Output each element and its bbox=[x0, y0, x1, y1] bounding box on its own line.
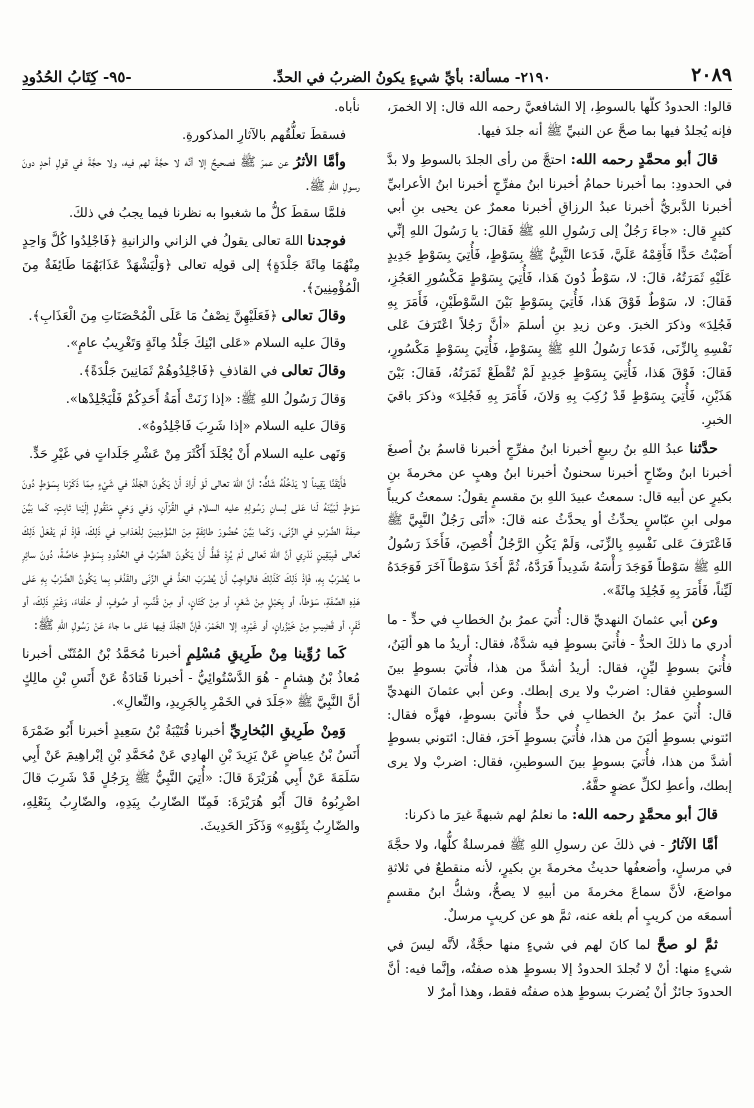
paragraph-text: فَأَيْقَنَّا يَقِيناً لا يَدْخُلُهُ شَكٌّ: أنَّ اللهَ تعالى لَوْ أَرادَ أَنْ يَكُونَ الجَلْدُ في شَيْءٍ مِمّا ذَكَرْنا بِسَوْطٍ دُونَ سَوْطٍ لَبَيَّنَهُ لَنا عَلى لِسانِ رَسُولِهِ عليه السلام في القُرْآنِ، وَفي وَحْيٍ مَنْقُولٍ إلَيْنا ثابِتٍ، كَما بَيَّنَ صِفَةَ الضَّرْبِ في الزِّنَى، وَكَما بَيَّنَ حُضُورَ طائِفَةٍ مِنَ المُؤْمِنِينَ لِلْعَذابِ في ذَلِكَ، فَإذْ لَمْ يَفْعَلْ ذَلِكَ تَعالى فَبِيَقِينٍ نَدْرِي أنَّ اللهَ تَعالى لَمْ يُرِدْ قَطُّ أَنْ يَكُونَ الضَّرْبُ في الحُدُودِ بِسَوْطٍ خاصَّةً، دُونَ سائِرِ ما يُضْرَبُ بِهِ، فَإذْ ذَلِكَ كَذَلِكَ فالواجِبُ أَنْ يُضْرَبَ الحَدُّ في الزِّنَى والقَذْفِ بِما يَكُونُ الضَّرْبُ بِهِ عَلى هَذِهِ الصِّفَةِ، سَوْطاً، أو بِحَبْلٍ مِنْ شَعْرٍ، أو مِنْ كَتّانٍ، أو مِنْ قُنَّبٍ، أو صُوفٍ، أو حَلْفاءَ، وَغَيْرِ ذَلِكَ، أو ثَفَرٍ، أو قَضِيبٍ مِنْ خَيْزُرانٍ، أو غَيْرِهِ، إلا الخَمْرَ، فَإنَّ الجَلْدَ فِيها عَلى ما جاءَ عَنْ رَسُولِ اللهِ ﷺ: bbox=[22, 476, 360, 633]
paragraph-lead: وعن bbox=[691, 612, 718, 629]
paragraph-text: اللهَ تعالى يقولُ في الزاني والزانيةِ ﴿فَاجْلِدُوا كُلَّ وَاحِدٍ مِنْهُمَا مِائَةَ جَلْدَةٍ﴾ إلى قولِه تعالى ﴿وَلْيَشْهَدْ عَذَابَهُمَا طَائِفَةٌ مِنَ الْمُؤْمِنِينَ﴾. bbox=[22, 233, 360, 297]
paragraph-text: نأباه. bbox=[334, 100, 360, 115]
paragraph-text: أبي عثمانَ النهديِّ قال: أُتيَ عمرُ بنُ الخطابِ في حدٍّ - ما أدري ما ذلكَ الحدُّ - فأُتيَ بسوطٍ فيه شدَّةٌ، فقال: أريدُ ما هو أليَنُ، فأُتيَ بسوطٍ ليِّنٍ، فقال: أريدُ أشدَّ من هذا، فأُتيَ بسوطٍ بينَ السوطينِ فقال: اضربْ ولا يرى إبطك. وعن أبي عثمانَ النهديِّ قال: أُتيَ عمرُ بنُ الخطابِ في حدٍّ فأُتيَ بسوطٍ، فهزَّه فقال: ائتوني بسوطٍ أليَنَ من هذا، فأُتيَ بسوطٍ آخرَ، فقال: ائتوني بسوطٍ أشدَّ من هذا، فأُتيَ بسوطٍ بينَ السوطينِ، فقال: اضربْ ولا يرى إبطك، وأعطِ لكلِّ عضوٍ حقَّهُ. bbox=[387, 613, 732, 794]
paragraph bbox=[22, 305, 360, 329]
paragraph-lead: أمَّا الآثارُ bbox=[669, 836, 718, 853]
book-title: -٩٥- كِتَابُ الحُدُودِ bbox=[22, 68, 132, 86]
paragraph bbox=[387, 804, 732, 828]
paragraph-text: لما كانَ لهم في شيءٍ منها حجَّةٌ، لأنَّه ليسَ في شيءٍ منها: أنْ لا تُجلدَ الحدودُ إلا بسوطٍ هذه صفتُه، وإنَّما فيه: أنَّ الحدودَ جائزٌ أنْ يُضربَ بسوطٍ هذه صفتُه فقط، وهذا أمرٌ لا bbox=[387, 938, 732, 1001]
paragraph bbox=[387, 609, 732, 798]
paragraph-text: فلمَّا سقطَ كلُّ ما شغبوا به نظرنا فيما يجبُ في ذلكَ. bbox=[68, 206, 346, 222]
paragraph-lead: كَما رُوِّينا مِنْ طَرِيقِ مُسْلِمٍ bbox=[186, 646, 346, 663]
paragraph-text: عن عمرَ ﷺ فصحيحٌ إلا أنَّه لا حجَّةَ لهم فيه، ولا حجَّةَ في قولِ أحدٍ دونَ رسولِ اللهِ ﷺ. bbox=[22, 155, 360, 194]
paragraph bbox=[387, 96, 732, 143]
paragraph bbox=[22, 230, 360, 301]
paragraph bbox=[22, 151, 360, 198]
paragraph bbox=[22, 443, 360, 467]
right-column bbox=[387, 96, 732, 1098]
paragraph bbox=[22, 96, 360, 120]
paragraph bbox=[387, 149, 732, 432]
paragraph-lead: وقالَ تعالى bbox=[281, 362, 346, 379]
paragraph-lead: ثمَّ لو صحَّ bbox=[657, 937, 718, 954]
left-column bbox=[22, 96, 360, 1098]
paragraph-lead: قالَ أبو محمَّدٍ رحمه الله: bbox=[571, 807, 718, 824]
paragraph bbox=[22, 472, 360, 637]
paragraph bbox=[387, 834, 732, 928]
paragraph bbox=[387, 934, 732, 1005]
paragraph bbox=[22, 415, 360, 439]
paragraph-text: فسقطَ تعلُّقُهم بالآثارِ المذكورةِ. bbox=[181, 127, 346, 143]
paragraph-text: - في ذلكَ عن رسولِ اللهِ ﷺ فمرسلةٌ كلُّها، ولا حجَّةَ في مرسلٍ، وأضعفُها حديثُ مخرمةَ بنِ بكيرٍ، لأنه منقطعٌ في ثلاثةِ مواضعَ، لأنَّ سماعَ مخرمةَ من أبيهِ لا يصحُّ، وشكُّ ابنُ مقسمٍ أسمعَه من كريبٍ أم بلغه عنه، ثمَّ هو عن كريبٍ مرسلٌ. bbox=[387, 837, 732, 924]
paragraph-text: وقالَ عليه السلام «عَلى ابْنِكَ جَلْدُ مِائَةٍ وَتَغْرِيبُ عامٍ». bbox=[66, 336, 346, 352]
paragraph-text: قالوا: الحدودُ كلُّها بالسوطِ، إلا الشافعيَّ رحمه الله قال: إلا الخمرَ، فإنه يُجلدُ فيها بما صحَّ عن النبيِّ ﷺ أنه جلدَ فيها. bbox=[387, 100, 732, 139]
paragraph-text: وَقالَ رَسُولُ اللهِ ﷺ: «إذا زَنَتْ أَمَةُ أَحَدِكُمْ فَلْيَجْلِدْها». bbox=[65, 391, 346, 407]
paragraph-text: عبدُ اللهِ بنُ ربيعٍ أخبرنا ابنُ مفرِّجٍ أخبرنا قاسمُ بنُ أصبغَ أخبرنا ابنُ وضّاحٍ أخبرنا سحنونٌ أخبرنا ابنُ وهبٍ عن مخرمةَ بنِ بكيرٍ عن أبيه قال: سمعتُ عبيدَ اللهِ بنَ مقسمٍ يقولُ: سمعتُ كريباً مولى ابنِ عبّاسٍ يحدِّثُ أو يحدَّثُ عنه قالَ: «أتَى رَجُلٌ النَّبِيَّ ﷺ فَاعْتَرَفَ عَلى نَفْسِهِ بِالزِّنَى، وَلَمْ يَكُنِ الرَّجُلُ أُحْصِنَ، فَأَخَذَ رَسُولُ اللهِ ﷺ سَوْطاً فَوَجَدَ رَأْسَهُ شَدِيداً فَرَدَّهُ، ثُمَّ أَخَذَ سَوْطاً آخَرَ فَوَجَدَهُ لَيِّناً، فَأَمَرَ بِهِ فَجُلِدَ مِائَةً». bbox=[387, 442, 732, 599]
paragraph bbox=[22, 202, 360, 226]
paragraph bbox=[22, 720, 360, 838]
paragraph-lead: حدَّثنا bbox=[689, 441, 718, 458]
paragraph bbox=[22, 643, 360, 714]
paragraph-lead: وقالَ تعالى bbox=[281, 307, 346, 324]
paragraph bbox=[22, 332, 360, 356]
paragraph bbox=[22, 124, 360, 148]
paragraph-lead: وأمَّا الأثرُ bbox=[293, 154, 346, 171]
paragraph-text: احتجَّ من رأى الجلدَ بالسوطِ ولا بدَّ في الحدودِ: بما أخبرنا حمامُ أخبرنا ابنُ مفرِّجٍ أخبرنا ابنُ الأعرابيِّ أخبرنا الدَّبريُّ أخبرنا عبدُ الرزاقِ أخبرنا معمرٌ عن يحيى بنِ أبي كثيرٍ قال: «جاءَ رَجُلٌ إلى رَسُولِ اللهِ ﷺ فَقالَ: يا رَسُولَ اللهِ إنِّي أَصَبْتُ حَدًّا فَأَقِمْهُ عَلَيَّ، فَدَعا النَّبِيُّ ﷺ بِسَوْطٍ، فَأُتِيَ بِسَوْطٍ جَدِيدٍ عَلَيْهِ ثَمَرَتُهُ، قالَ: لا، سَوْطٌ دُونَ هَذا، فَأُتِيَ بِسَوْطٍ مَكْسُورِ العَجُزِ، فَقالَ: لا، سَوْطٌ فَوْقَ هَذا، فَأُتِيَ بِسَوْطٍ بَيْنَ السَّوْطَيْنِ، فَأَمَرَ بِهِ فَجُلِدَ» وذكرَ الخبرَ. وعن زيدِ بنِ أسلمَ «أنَّ رَجُلاً اعْتَرَفَ عَلى نَفْسِهِ بِالزِّنَى، فَدَعا رَسُولُ اللهِ ﷺ بِسَوْطٍ، فَأُتِيَ بِسَوْطٍ مَكْسُورٍ، فَقالَ: فَوْقَ هَذا، فَأُتِيَ بِسَوْطٍ جَدِيدٍ لَمْ تُقْطَعْ ثَمَرَتُهُ، فَقالَ: بَيْنَ هَذَيْنِ، فَأُتِيَ بِسَوْطٍ قَدْ رُكِبَ بِهِ وَلانَ، فَأَمَرَ بِهِ فَجُلِدَ» وذكرَ باقيَ الخبرِ. bbox=[387, 153, 732, 428]
paragraph-text: ما نعلمُ لهم شبهةً غيرَ ما ذكرنا: bbox=[404, 808, 568, 824]
paragraph bbox=[387, 438, 732, 603]
paragraph-lead: فوجدنا bbox=[307, 232, 346, 249]
paragraph-text: أخبرنا قُتَيْبَةُ بْنُ سَعِيدٍ أخبرنا أَبُو ضَمْرَةَ أَنَسُ بْنُ عِياضٍ عَنْ يَزِيدَ بْنِ الهادِي عَنْ مُحَمَّدِ بْنِ إبْراهِيمَ عَنْ أَبِي سَلَمَةَ عَنْ أَبِي هُرَيْرَةَ قالَ: «أُتِيَ النَّبِيُّ ﷺ بِرَجُلٍ قَدْ شَرِبَ قالَ اضْرِبُوهُ قالَ أَبُو هُرَيْرَةَ: فَمِنّا الضّارِبُ بِيَدِهِ، والضّارِبُ بِنَعْلِهِ، والضّارِبُ بِثَوْبِهِ» وَذَكَرَ الحَدِيثَ. bbox=[22, 724, 360, 834]
page-number: ٢٠٨٩ bbox=[691, 64, 732, 86]
paragraph bbox=[22, 388, 360, 412]
paragraph-lead: قالَ أبو محمَّدٍ رحمه الله: bbox=[570, 152, 718, 169]
issue-title: ٢١٩٠- مسألة: بأيِّ شيءٍ يكونُ الضربُ في الحدِّ. bbox=[272, 70, 551, 86]
paragraph bbox=[22, 360, 360, 384]
page-header bbox=[22, 56, 732, 90]
paragraph-text: وَنَهى عليه السلام أَنْ يُجْلَدَ أَكْثَرَ مِنْ عَشْرِ جَلَداتٍ في غَيْرِ حَدٍّ. bbox=[29, 446, 346, 462]
paragraph-text: وَقالَ عليه السلام «إذا شَرِبَ فَاجْلِدُوهُ». bbox=[137, 419, 346, 435]
paragraph-text: في القاذفِ ﴿فَاجْلِدُوهُمْ ثَمَانِينَ جَلْدَةً﴾. bbox=[79, 363, 278, 379]
paragraph-lead: وَمِنْ طَرِيقِ البُخارِيِّ bbox=[229, 723, 346, 740]
paragraph-text: أخبرنا مُحَمَّدُ بْنُ المُثَنّى أخبرنا مُعاذُ بْنُ هِشامٍ - هُوَ الدَّسْتُوائِيُّ - أخبرنا قَتادَةُ عَنْ أَنَسِ بْنِ مالِكٍ أنَّ النَّبِيَّ ﷺ «جَلَدَ في الخَمْرِ بِالجَرِيدِ، والنِّعالِ». bbox=[22, 647, 360, 710]
paragraph-text: ﴿فَعَلَيْهِنَّ نِصْفُ مَا عَلَى الْمُحْصَنَاتِ مِنَ الْعَذَابِ﴾. bbox=[28, 308, 278, 324]
